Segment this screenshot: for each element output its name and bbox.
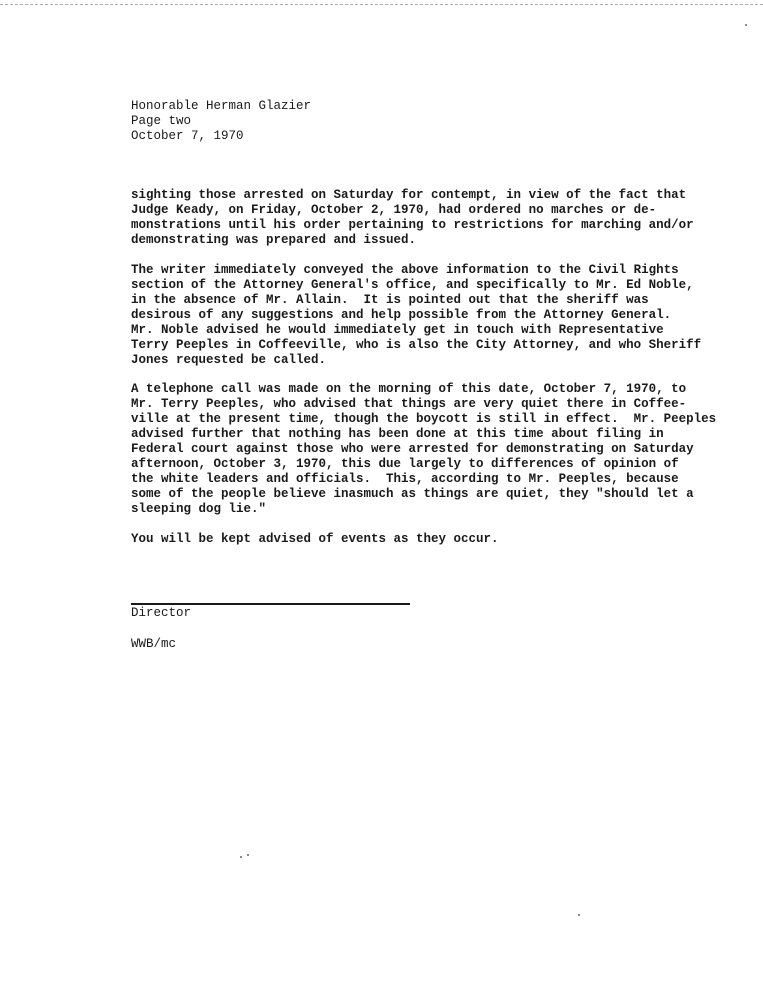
addressee-line: Honorable Herman Glazier (131, 99, 312, 113)
scan-speck (247, 854, 249, 856)
body-paragraph-3: A telephone call was made on the morning of this date, October 7, 1970, to Mr. Terry Peeples, who advised that things are very quiet there in Coffee- ville at the present time, though the boycott is still in effect. Mr. Peeples advised further that nothing has been done at this time about filing in Federal court against those who were arrested for demonstrating on Saturday afternoon, October 3, 1970, this due largely to differences of opinion of the white leaders and officials. This, according to Mr. Peeples, because some of the people believe inasmuch as things are quiet, they "should let a sleeping dog lie." (131, 382, 717, 516)
letter-header (131, 99, 311, 144)
body-paragraph-1: sighting those arrested on Saturday for contempt, in view of the fact that Judge Keady, on Friday, October 2, 1970, had ordered no marches or de- monstrations until his order pertaining to restrictions for marching and/or demonstrating was prepared and issued. (131, 188, 694, 247)
scan-speck (578, 914, 580, 916)
page-number-line: Page two (131, 114, 192, 128)
scan-speck (240, 856, 242, 858)
typist-initials: WWB/mc (131, 637, 177, 651)
body-paragraph-4: You will be kept advised of events as they occur. (131, 532, 499, 546)
signature-title: Director (131, 606, 192, 620)
date-line: October 7, 1970 (131, 129, 244, 143)
body-paragraph-2: The writer immediately conveyed the above information to the Civil Rights section of the Attorney General's office, and specifically to Mr. Ed Noble, in the absence of Mr. Allain. It is pointed out that the sheriff was desirous of any suggestions and help possible from the Attorney General. Mr. Noble advised he would immediately get in touch with Representative Terry Peeples in Coffeeville, who is also the City Attorney, and who Sheriff Jones requested be called. (131, 263, 702, 367)
signature-line (131, 603, 410, 605)
page-top-edge (0, 4, 763, 5)
scan-speck (745, 24, 747, 26)
